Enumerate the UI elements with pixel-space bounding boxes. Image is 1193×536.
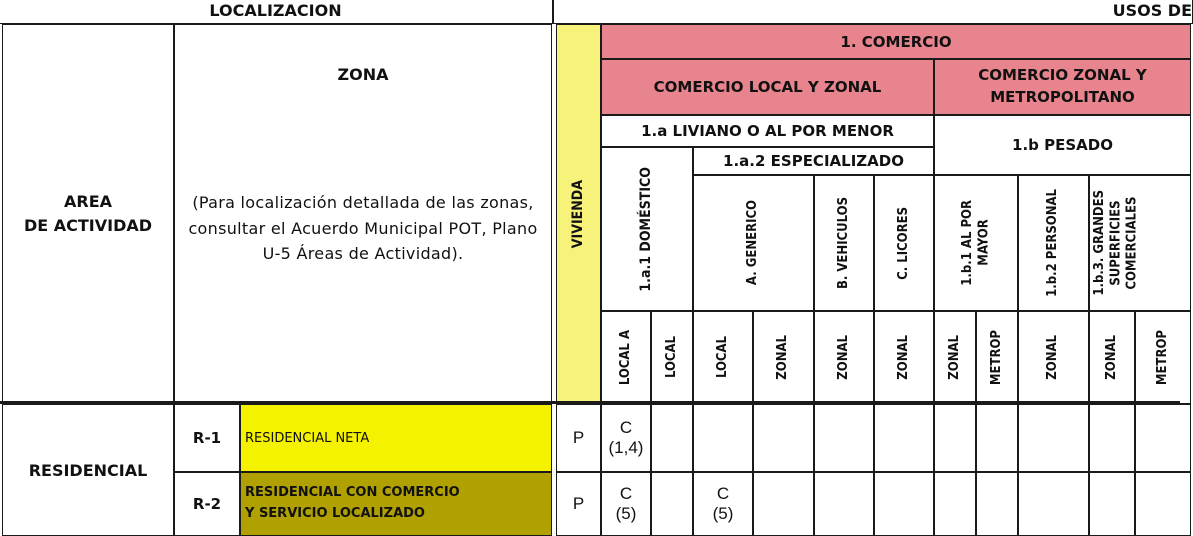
- scale-zonal: [1018, 311, 1089, 404]
- usage-value: C (5): [615, 483, 637, 523]
- zone-code: R-2: [192, 495, 222, 513]
- vivienda-label: VIVIENDA: [569, 179, 586, 249]
- residencial-label: RESIDENCIAL: [28, 460, 148, 480]
- comercio-header: [601, 24, 1191, 59]
- domestico-label: 1.a.1 DOMÉSTICO: [638, 166, 655, 292]
- r1-local-a: [601, 404, 651, 472]
- r1-vivienda: [556, 404, 601, 472]
- zone-code: R-1: [192, 429, 222, 447]
- scale-zonal: [753, 311, 814, 404]
- zone-name: RESIDENCIAL NETA: [245, 430, 370, 446]
- scale-label: LOCAL: [714, 336, 730, 379]
- pesado-label: 1.b PESADO: [1012, 136, 1113, 154]
- zona-title: ZONA: [337, 65, 389, 84]
- zona-header: [174, 24, 552, 404]
- scale-metrop: [976, 311, 1018, 404]
- r2-vivienda: [556, 472, 601, 536]
- scale-label: ZONAL: [1103, 335, 1119, 380]
- vehiculos-label: B. VEHICULOS: [835, 196, 851, 290]
- scale-local: [693, 311, 753, 404]
- especializado-header: [693, 147, 934, 175]
- usage-value: P: [572, 493, 585, 513]
- residencial-label-cell: [2, 404, 174, 536]
- scale-metrop: [1135, 311, 1191, 404]
- generico-label: A. GENERICO: [745, 200, 761, 286]
- scale-label: ZONAL: [835, 335, 851, 380]
- scale-local: [651, 311, 693, 404]
- scale-label: ZONAL: [775, 335, 791, 380]
- localizacion-label: LOCALIZACION: [209, 0, 342, 20]
- domestico-header: [601, 147, 693, 311]
- vehiculos-header: [814, 175, 874, 311]
- comercio-local-zonal-label: COMERCIO LOCAL Y ZONAL: [653, 78, 882, 96]
- localizacion-header: [0, 0, 553, 24]
- licores-label: C. LICORES: [895, 206, 911, 280]
- r2-generico-local: [693, 472, 753, 536]
- r2-name: [240, 472, 552, 536]
- liviano-header: [601, 115, 934, 147]
- vivienda-header: [556, 24, 601, 404]
- r1-generico-local: [693, 404, 753, 472]
- personal-header: [1018, 175, 1089, 311]
- scale-zonal: [874, 311, 934, 404]
- por-mayor-header: [934, 175, 1018, 311]
- area-actividad-header: [2, 24, 174, 404]
- usos-label: USOS DE: [1112, 0, 1192, 20]
- personal-label: 1.b.2 PERSONAL: [1045, 189, 1061, 297]
- scale-label: ZONAL: [895, 335, 911, 380]
- scale-label: LOCAL: [663, 336, 679, 379]
- usage-value: C (1,4): [608, 417, 644, 457]
- comercio-zonal-metro-label: COMERCIO ZONAL Y METROPOLITANO: [978, 66, 1147, 106]
- especializado-label: 1.a.2 ESPECIALIZADO: [723, 152, 904, 170]
- scale-label: LOCAL A: [617, 329, 633, 386]
- area-actividad-label: AREA DE ACTIVIDAD: [23, 192, 153, 235]
- scale-label: ZONAL: [946, 335, 962, 380]
- grandes-superficies-label: 1.b.3. GRANDES SUPERFICIES COMERCIALES: [1092, 190, 1140, 296]
- licores-header: [874, 175, 934, 311]
- usage-value: P: [572, 427, 585, 447]
- generico-header: [693, 175, 814, 311]
- scale-label: METROP: [988, 329, 1004, 386]
- usage-value: C (5): [712, 483, 734, 523]
- scale-label: ZONAL: [1045, 335, 1061, 380]
- scale-zonal: [1089, 311, 1135, 404]
- comercio-label: 1. COMERCIO: [840, 32, 952, 51]
- grandes-superficies-header: [1089, 175, 1191, 311]
- usos-header: [553, 0, 1193, 24]
- liviano-label: 1.a LIVIANO O AL POR MENOR: [641, 122, 894, 140]
- r1-name: [240, 404, 552, 472]
- comercio-local-zonal-header: [601, 59, 934, 115]
- scale-zonal: [814, 311, 874, 404]
- pesado-header: [934, 115, 1191, 175]
- scale-label: METROP: [1154, 329, 1170, 386]
- zona-note: (Para localización detallada de las zonas, consultar el Acuerdo Municipal POT, Plano U-5 Áreas de Actividad).: [188, 193, 538, 264]
- r2-code: [174, 472, 240, 536]
- por-mayor-label: 1.b.1 AL POR MAYOR: [959, 200, 991, 286]
- comercio-zonal-metro-header: [934, 59, 1191, 115]
- scale-zonal: [934, 311, 976, 404]
- scale-local-a: [601, 311, 651, 404]
- r1-code: [174, 404, 240, 472]
- r2-local-a: [601, 472, 651, 536]
- zone-name: RESIDENCIAL CON COMERCIO Y SERVICIO LOCALIZADO: [245, 485, 460, 521]
